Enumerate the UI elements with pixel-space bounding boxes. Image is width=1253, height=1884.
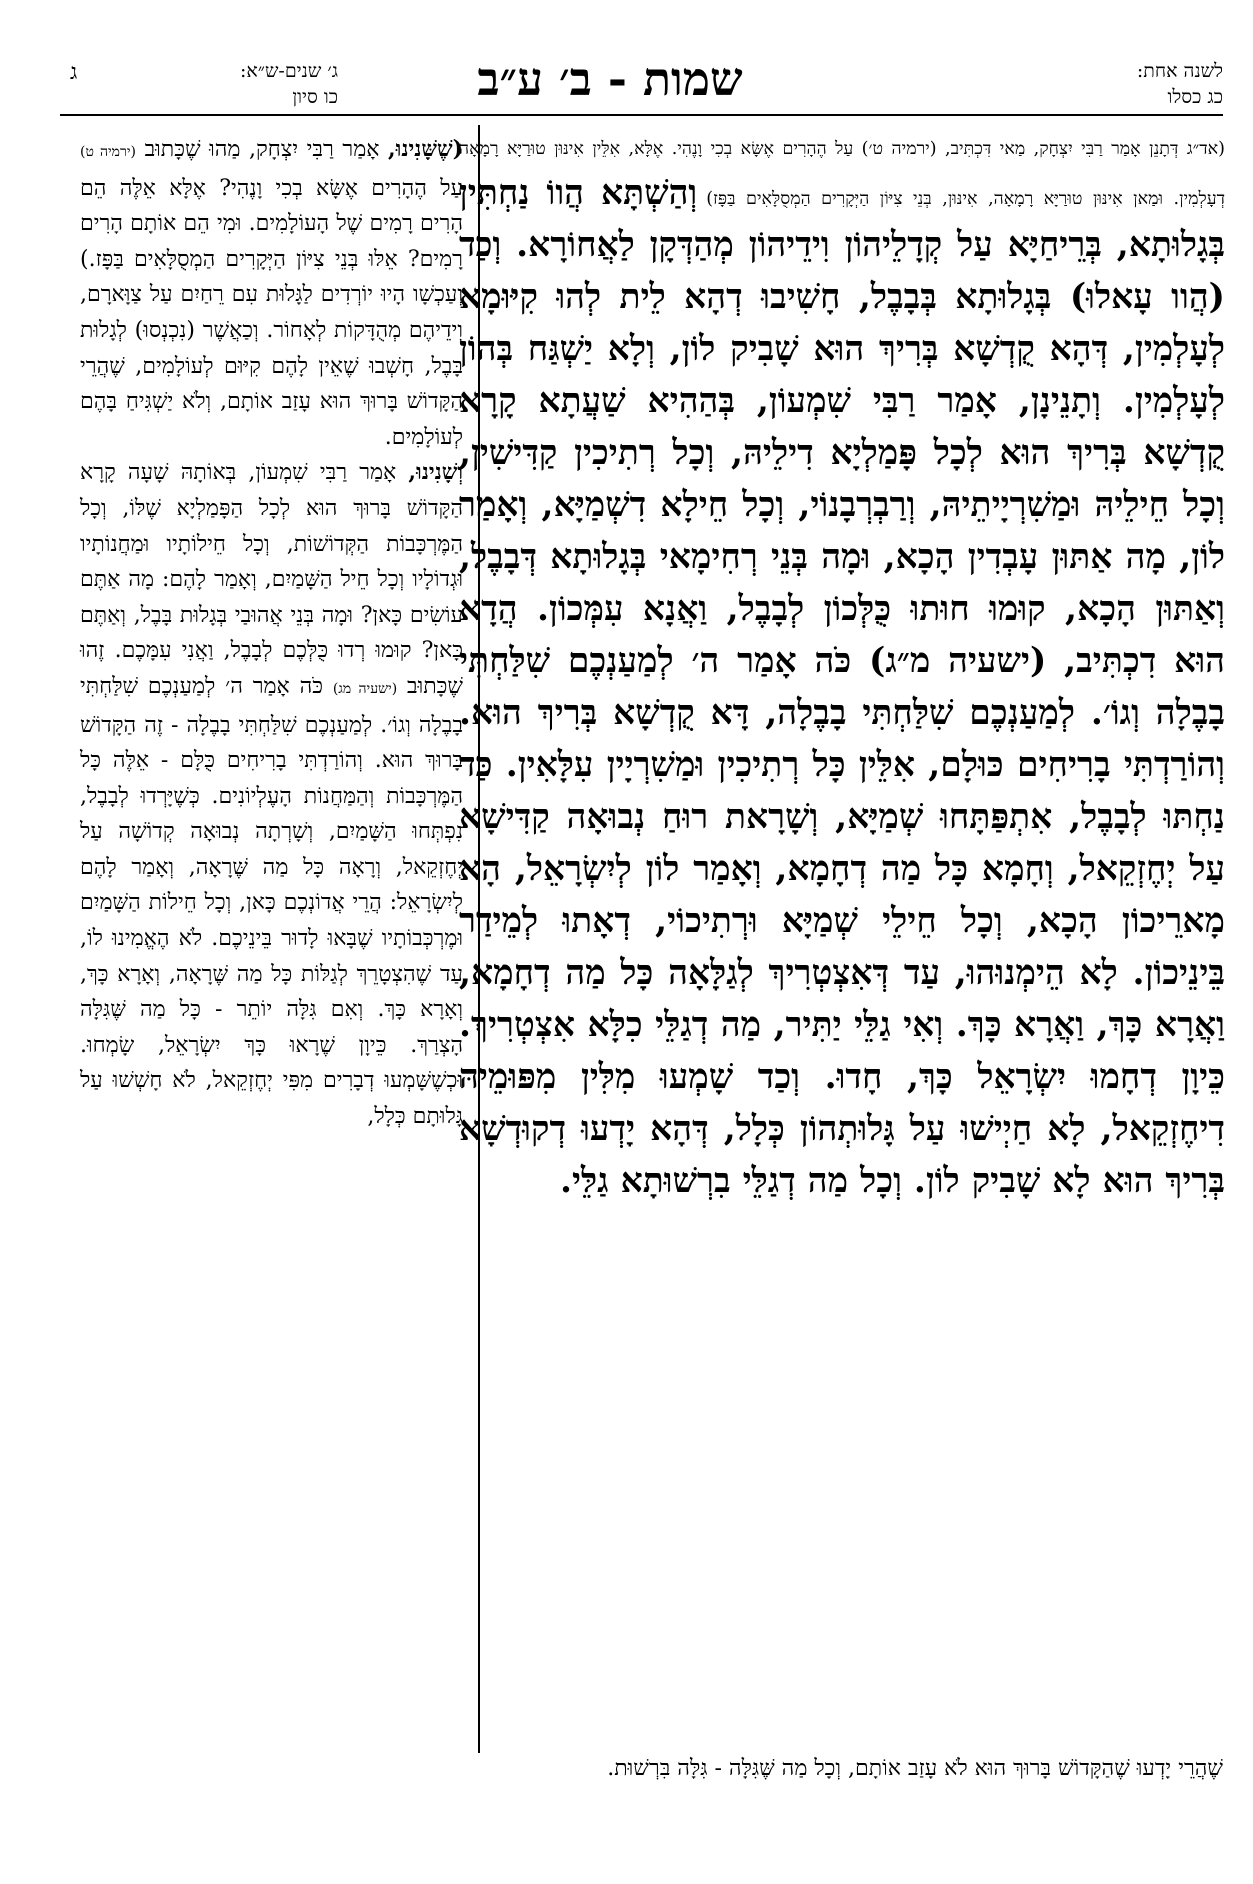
- header-right: [1073, 58, 1223, 110]
- commentary-p2-cite: (ישעיה מג): [332, 680, 398, 697]
- commentary-p1-b: עַל הֶהָרִים אֶשָּׂא בְכִי וָנֶהִי? אֶלָּא אֵלֶּה הֵם הָרִים רָמִים שֶׁל הָעוֹלָמִים. וּמִי הֵם אוֹתָם הָרִים רָמִים? אֵלּוּ בְּנֵי צִיּוֹן הַיְּקָרִים הַמְסֻלָּאִים בַּפָּז.) וְעַכְשָׁו הָיוּ יוֹרְדִים לַגָּלוּת עִם רֵחַיִם עַל צַוָּארָם, וִידֵיהֶם מְהֻדָּקוֹת לְאָחוֹר. וְכַאֲשֶׁר (נִכְנְסוּ) לְגָלוּת בָּבֶל, חָשְׁבוּ שֶׁאֵין לָהֶם קִיּוּם לְעוֹלָמִים, שֶׁהֲרֵי הַקָּדוֹשׁ בָּרוּךְ הוּא עָזַב אוֹתָם, וְלֹא יַשְׁגִּיחַ בָּהֶם לְעוֹלָמִים.: [80, 175, 463, 450]
- header-left: [108, 58, 338, 110]
- header-left-line2: כו סיון: [292, 86, 338, 108]
- commentary-p1-lead: (שֶׁשָּׁנִינוּ,: [388, 136, 463, 162]
- footer-line: שֶׁהֲרֵי יָדְעוּ שֶׁהַקָּדוֹשׁ בָּרוּךְ הוּא לֹא עָזַב אוֹתָם, וְכָל מַה שֶּׁגִּלָּה - גִּלָּה בִּרְשׁוּת.: [607, 1756, 1223, 1781]
- commentary-p1-a: אָמַר רַבִּי יִצְחָק, מַהוּ שֶׁכָּתוּב: [144, 137, 380, 162]
- page-title: שמות - ב׳ ע״ב: [477, 52, 743, 106]
- header-right-line1: לשנה אחת:: [1136, 60, 1223, 82]
- main-text: וְהַשְׁתָּא הֲווֹ נַחְתִּין בְּגָלוּתָא, בְּרֵיחַיָּא עַל קְדָלֵיהוֹן וִידֵיהוֹן מְהַדְּקָן לַאֲחוֹרָא. וְכַד (הֲוו עָאלוּ) בְּגָלוּתָא בְּבָבֶל, חָשִׁיבוּ דְהָא לֵית לְהוּ קִיּוּמָא לְעָלְמִין, דְּהָא קֻדְשָׁא בְּרִיךְ הוּא שָׁבִיק לוֹן, וְלָא יַשְׁגַּח בְּהוֹן לְעָלְמִין. וְתָנֵינָן, אָמַר רַבִּי שִׁמְעוֹן, בְּהַהִיא שַׁעֲתָא קָרָא קֻדְשָׁא בְּרִיךְ הוּא לְכָל פָּמַלְיָא דִילֵיהּ, וְכָל רְתִיכִין קַדִּישִׁין, וְכָל חֵילֵיהּ וּמַשִׁרְיָיתֵיהּ, וְרַבְרְבָנוֹי, וְכָל חֵילָא דִשְׁמַיָּא, וְאָמַר לוֹן, מָה אַתּוּן עָבְדִין הָכָא, וּמָה בְּנֵי רְחִימָאי בְּגָלוּתָא דְּבָבֶל, וְאַתּוּן הָכָא, קוּמוּ חוּתוּ כֻּלְּכוֹן לְבָבֶל, וַאֲנָא עִמְּכוֹן. הֲדָא הוּא דִכְתִּיב, (ישעיה מ״ג) כֹּה אָמַר ה׳ לְמַעַנְכֶם שִׁלַּחְתִּי בָבֶלָה וְגוֹ׳. לְמַעַנְכֶם שִׁלַּחְתִּי בָבֶלָה, דָּא קֻדְשָׁא בְּרִיךְ הוּא. וְהוֹרַדְתִּי בָרִיחִים כּוּלָם, אִלֵּין כָּל רְתִיכִין וּמַשִׁרְיָין עִלָּאִין. כַּד נַחְתּוּ לְבָבֶל, אִתְפַּתָּחוּ שְׁמַיָּא, וְשָׁרָאת רוּחַ נְבוּאָה קַדִּישָׁא עַל יְחֶזְקֵאל, וְחָמָא כָּל מַה דְחָמָא, וְאָמַר לוֹן לְיִשְׂרָאֵל, הָא מָארֵיכוֹן הָכָא, וְכָל חֵילֵי שְׁמַיָּא וּרְתִיכוֹי, דְאָתוּ לְמֵידַר בֵּינֵיכוֹן. לָא הֵימְנוּהוּ, עַד דְּאִצְטְרִיךְ לְגַלָּאָה כָּל מַה דְחָמָא, וַאֲרָא כָּךְ, וַאֲרָא כָּךְ. וְאִי גַלֵּי יַתִּיר, מַה דְגַלֵּי כִלָּא אִצְטְרִיךְ. כֵּיוָן דְחָמוּ יִשְׂרָאֵל כָּךְ, חָדוּ. וְכַד שָׁמְעוּ מִלִּין מִפּוּמֵיהּ דִיחֶזְקֵאל, לָא חַיְישׁוּ עַל גָּלוּתְהוֹן כְּלָל, דְּהָא יָדְעוּ דְקוּדְשָׁא בְּרִיךְ הוּא לָא שָׁבִיק לוֹן. וְכָל מַה דְגַלֵּי בִרְשׁוּתָא גַלֵּי.: [459, 173, 1225, 1201]
- header-left-line1: ג׳ שנים-ש״א:: [239, 60, 338, 82]
- commentary-p2-a: אָמַר רַבִּי שִׁמְעוֹן, בְּאוֹתָהּ שָׁעָה קָרָא הַקָּדוֹשׁ בָּרוּךְ הוּא לְכָל הַפָּמַלְיָא שֶׁלּוֹ, וְכָל הַמֶּרְכָּבוֹת הַקְּדוֹשׁוֹת, וְכָל חֵילוֹתָיו וּמַחֲנוֹתָיו וּגְדוֹלָיו וְכָל חֵיל הַשָּׁמַיִם, וְאָמַר לָהֶם: מָה אַתֶּם עוֹשִׂים כָּאן? וּמָה בְּנֵי אֲהוּבַי בְּגָלוּת בָּבֶל, וְאַתֶּם כָּאן? קוּמוּ רְדוּ כֻּלְּכֶם לְבָבֶל, וַאֲנִי עִמָּכֶם. זֶהוּ שֶׁכָּתוּב: [80, 460, 463, 699]
- commentary-p2-lead: וְשָׁנִינוּ,: [408, 459, 463, 486]
- column-divider: [478, 125, 480, 1753]
- page-number: ג: [70, 60, 78, 85]
- main-aramaic-column: [459, 132, 1225, 1207]
- commentary-p1-cite: (ירמיה ט): [80, 144, 136, 160]
- commentary-p2-b: כֹּה אָמַר ה׳ לְמַעַנְכֶם שִׁלַּחְתִּי בָבֶלָה וְגוֹ׳. לְמַעַנְכֶם שִׁלַּחְתִּי בָבֶלָה - זֶה הַקָּדוֹשׁ בָּרוּךְ הוּא. וְהוֹרַדְתִּי בָרִיחִים כֻּלָּם - אֵלֶּה כָּל הַמֶּרְכָּבוֹת וְהַמַּחֲנוֹת הָעֶלְיוֹנִים. כְּשֶׁיָּרְדוּ לְבָבֶל, נִפְתְּחוּ הַשָּׁמַיִם, וְשָׁרְתָה נְבוּאָה קְדוֹשָׁה עַל יְחֶזְקֵאל, וְרָאָה כָּל מַה שֶּׁרָאָה, וְאָמַר לָהֶם לְיִשְׂרָאֵל: הֲרֵי אֲדוֹנְכֶם כָּאן, וְכָל חֵילוֹת הַשָּׁמַיִם וּמֶרְכְּבוֹתָיו שֶׁבָּאוּ לָדוּר בֵּינֵיכֶם. לֹא הֶאֱמִינוּ לוֹ, עַד שֶׁהִצְטָרֵךְ לְגַלּוֹת כָּל מַה שֶּׁרָאָה, וְאָרָא כָּךְ, וְאָרָא כָּךְ. וְאִם גִּלָּה יוֹתֵר - כָּל מַה שֶּׁגִּלָּה הָצְרַךְ. כֵּיוָן שֶׁרָאוּ כָּךְ יִשְׂרָאֵל, שָׂמְחוּ. וּכְשֶׁשָּׁמְעוּ דְבָרִים מִפִּי יְחֶזְקֵאל, לֹא חָשְׁשׁוּ עַל גָּלוּתָם כְּלָל,: [80, 673, 463, 1130]
- main-gloss: (אד״ג דְּתָנֵן אָמַר רַבִּי יִצְחָק, מַאי דִּכְתִּיב, (ירמיה ט׳) עַל הֶהָרִים אֶשָּׂא בְכִי וָנֶהִי. אֶלָּא, אִלֵּין אִינּוּן טוּרַיָּא רָמָאָה דְעָלְמִין. וּמַאן אִינּוּן טוּרַיָּא רָמָאָה, אִינּוּן, בְּנֵי צִיּוֹן הַיְּקָרִים הַמְסֻלָּאִים בַּפָּז): [459, 139, 1226, 209]
- header-divider: [60, 114, 1223, 116]
- header-right-line2: כג כסלו: [1167, 86, 1223, 108]
- commentary-column: [80, 132, 463, 1135]
